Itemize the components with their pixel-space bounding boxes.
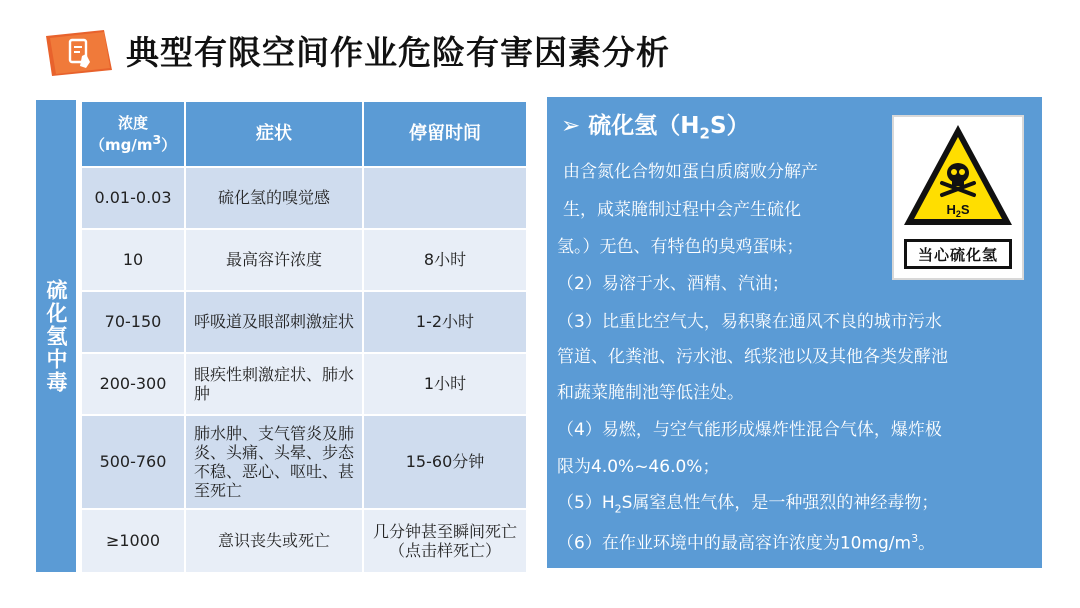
header-concentration: 浓度 $(mg/m^3)$ [81, 101, 185, 167]
cell-symptom: 最高容许浓度 [185, 229, 363, 291]
arrow-bullet-icon: ➢ [561, 113, 581, 139]
header-duration: 停留时间 [363, 101, 527, 167]
cell-duration: 15-60分钟 [363, 415, 527, 509]
panel-line: （2）易溶于水、酒精、汽油； [557, 274, 789, 294]
cell-symptom: 眼疾性刺激症状、肺水肿 [185, 353, 363, 415]
table-row [81, 353, 527, 415]
table-header-row [81, 101, 527, 167]
panel-line: 由含氮化合物如蛋白质腐败分解产 [563, 162, 818, 182]
cell-symptom: 肺水肿、支气管炎及肺炎、头痛、头晕、步态不稳、恶心、呕吐、甚至死亡 [185, 415, 363, 509]
side-category-label [36, 100, 76, 572]
table-row [81, 415, 527, 509]
page-title: 典型有限空间作业危险有害因素分析 [126, 33, 670, 72]
cell-duration [363, 167, 527, 229]
panel-title: ➢ 硫化氢$(H_2S)$ [561, 113, 750, 143]
panel-line: （4）易燃，与空气能形成爆炸性混合气体，爆炸极 [557, 420, 942, 440]
cell-concentration: 0.01-0.03 [81, 167, 185, 229]
h2s-warning-sign [892, 115, 1024, 280]
header-badge-icon [46, 30, 112, 76]
cell-duration: 几分钟甚至瞬间死亡（点击样死亡） [363, 509, 527, 573]
cell-concentration: 70-150 [81, 291, 185, 353]
cell-concentration: 200-300 [81, 353, 185, 415]
panel-line: 生，咸菜腌制过程中会产生硫化 [563, 200, 801, 220]
panel-line: 管道、化粪池、污水池、纸浆池以及其他各类发酵池 [557, 347, 948, 367]
cell-duration: 1-2小时 [363, 291, 527, 353]
skull-crossbones-warning-icon [894, 117, 1022, 237]
warning-caption: 当心硫化氢 [904, 239, 1012, 269]
cell-symptom: 意识丧失或死亡 [185, 509, 363, 573]
cell-concentration: 500-760 [81, 415, 185, 509]
table-row [81, 229, 527, 291]
panel-line: 氢。）无色、有特色的臭鸡蛋味； [557, 237, 804, 257]
panel-line: （3）比重比空气大，易积聚在通风不良的城市污水 [557, 312, 942, 332]
header-symptom: 症状 [185, 101, 363, 167]
cell-concentration: 10 [81, 229, 185, 291]
cell-symptom: 呼吸道及眼部刺激症状 [185, 291, 363, 353]
panel-line: $(5)H_2S$属窒息性气体，是一种强烈的神经毒物； [557, 493, 939, 516]
cell-duration: 8小时 [363, 229, 527, 291]
hazard-table [80, 100, 528, 574]
h2s-info-panel [547, 97, 1042, 568]
panel-line: （6）在作业环境中的最高容许浓度为$10mg/m^3$。 [557, 532, 936, 554]
panel-line: 限为4.0%~46.0%； [557, 457, 720, 477]
side-label-text: 硫化氢中毒 [44, 278, 68, 394]
cell-concentration: ≥1000 [81, 509, 185, 573]
table-row [81, 291, 527, 353]
cell-duration: 1小时 [363, 353, 527, 415]
table-row [81, 509, 527, 573]
table-row [81, 167, 527, 229]
sign-formula: $H_2S$ [946, 202, 970, 219]
cell-symptom: 硫化氢的嗅觉感 [185, 167, 363, 229]
panel-line: 和蔬菜腌制池等低洼处。 [557, 383, 744, 403]
